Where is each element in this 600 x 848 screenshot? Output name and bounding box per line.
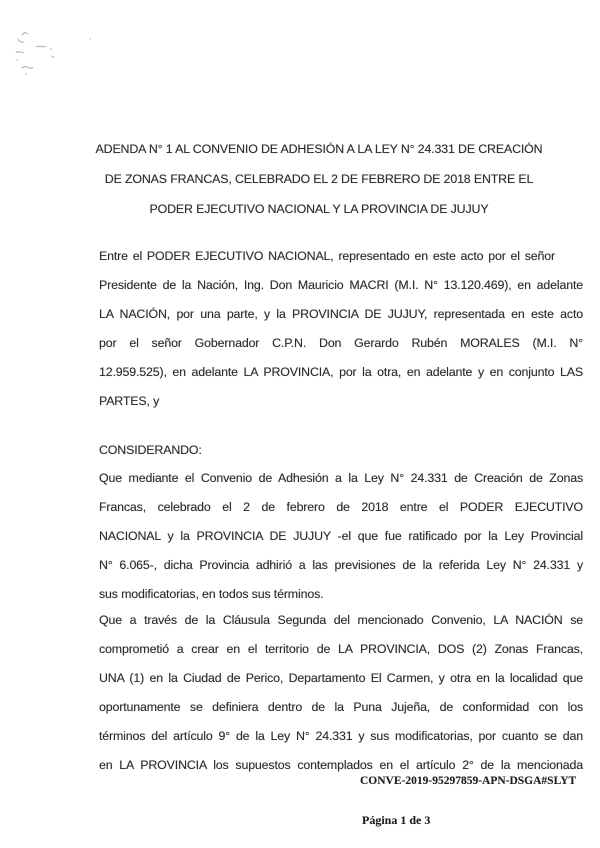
footer-page-number: Página 1 de 3 xyxy=(362,813,431,827)
text-line: Francas, celebrado el 2 de febrero de 2018 entre el PODER EJECUTIVO xyxy=(99,500,583,514)
footer-reference-code: CONVE-2019-95297859-APN-DSGA#SLYT xyxy=(360,775,577,787)
text-line: oportunamente se definiera dentro de la Puna Jujeña, de conformidad con los xyxy=(99,700,583,714)
text-line: DE ZONAS FRANCAS, CELEBRADO EL 2 DE FEBRERO DE 2018 ENTRE EL xyxy=(104,172,534,186)
text-line: PODER EJECUTIVO NACIONAL Y LA PROVINCIA DE JUJUY xyxy=(149,202,489,216)
text-line: Que a través de la Cláusula Segunda del mencionado Convenio, LA NACIÓN se xyxy=(99,613,583,627)
text-line: comprometió a crear en el territorio de LA PROVINCIA, DOS (2) Zonas Francas, xyxy=(99,642,583,656)
text-line: sus modificatorias, en todos sus términos. xyxy=(99,587,324,601)
document-title xyxy=(89,134,549,224)
considerando-heading: CONSIDERANDO: xyxy=(99,443,202,457)
text-line: PARTES, y xyxy=(99,394,160,408)
text-line: UNA (1) en la Ciudad de Perico, Departamento El Carmen, y otra en la localidad que xyxy=(99,671,583,685)
text-line: 12.959.525), en adelante LA PROVINCIA, por la otra, en adelante y en conjunto LAS xyxy=(99,365,583,379)
scan-artifact-marks xyxy=(5,25,105,85)
intro-paragraph xyxy=(99,242,583,416)
text-line: NACIONAL y la PROVINCIA DE JUJUY -el que fue ratificado por la Ley Provincial xyxy=(99,529,583,543)
text-line: Presidente de la Nación, Ing. Don Mauricio MACRI (M.I. N° 13.120.469), en adelante xyxy=(99,278,583,292)
text-line: Entre el PODER EJECUTIVO NACIONAL, representado en este acto por el señor xyxy=(99,249,555,263)
text-line: ADENDA N° 1 AL CONVENIO DE ADHESIÓN A LA LEY N° 24.331 DE CREACIÓN xyxy=(95,142,543,156)
recital-paragraph-1 xyxy=(99,464,583,609)
text-line: por el señor Gobernador C.P.N. Don Gerardo Rubén MORALES (M.I. N° xyxy=(99,336,583,350)
text-line: N° 6.065-, dicha Provincia adhirió a las previsiones de la referida Ley N° 24.331 y xyxy=(99,558,583,572)
recital-paragraph-2 xyxy=(99,606,583,780)
text-line: términos del artículo 9° de la Ley N° 24.331 y sus modificatorias, por cuanto se dan xyxy=(99,729,583,743)
text-line: LA NACIÓN, por una parte, y la PROVINCIA DE JUJUY, representada en este acto xyxy=(99,307,583,321)
text-line: Que mediante el Convenio de Adhesión a la Ley N° 24.331 de Creación de Zonas xyxy=(99,471,583,485)
text-line: en LA PROVINCIA los supuestos contemplados en el artículo 2° de la mencionada xyxy=(99,758,583,772)
